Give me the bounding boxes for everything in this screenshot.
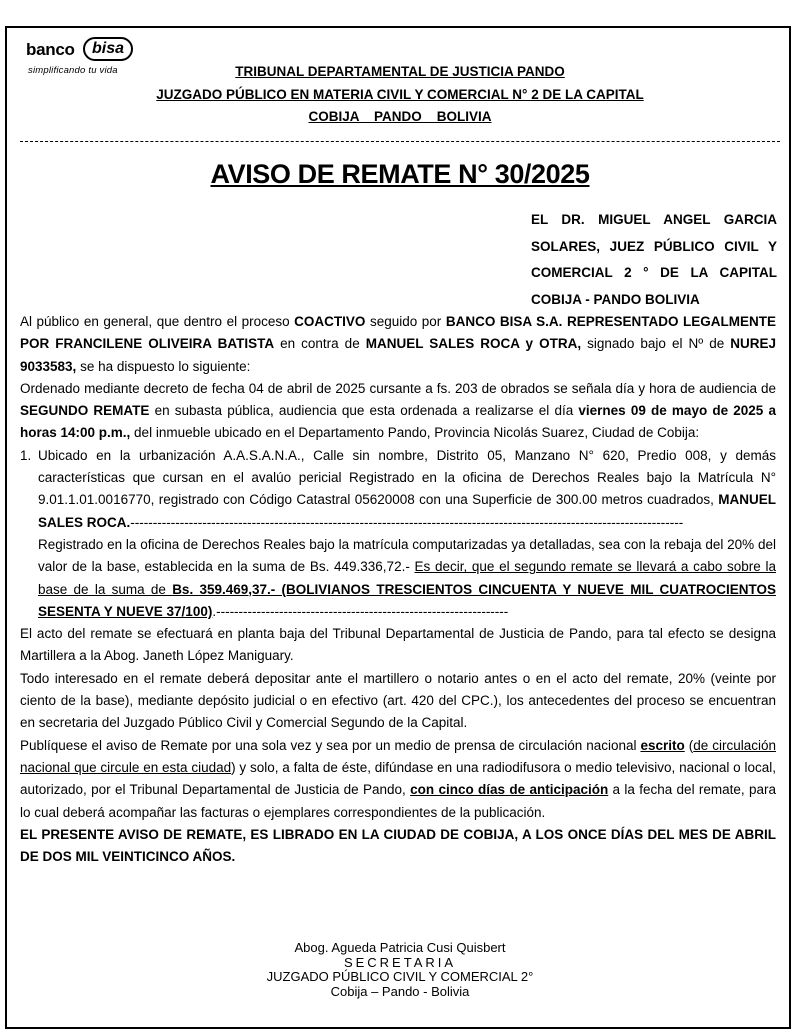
paragraph-deposit: Todo interesado en el remate deberá depositar ante el martillero o notario antes o en el acto del remate, 20% (veinte por ciento de la base), mediante depósito judicial o en efectivo (art. 420 del CPC.), los antecedentes del proceso se encuentran en secretaria del Juzgado Público Civil y Comercial Segundo de la Capital. bbox=[20, 670, 776, 731]
judge-line: COBIJA - PANDO BOLIVIA bbox=[531, 291, 700, 307]
property-price: Registrado en la oficina de Derechos Reales bajo la matrícula computarizadas ya detalladas, sea con la rebaja del 20% del valor de la base, establecida en la suma de Bs. 449.336,72.- Es decir, que el segundo remate se llevará a cabo sobre la base de la suma de Bs. 359.469,37.- (BOLIVIANOS TRESCIENTOS CINCUENTA Y NUEVE MIL CUATROCIENTOS SESENTA Y NUEVE 37/100).----------------------------------------------------------------- bbox=[38, 536, 777, 619]
judge-line: COMERCIAL 2 ° DE LA CAPITAL bbox=[531, 265, 777, 280]
signer-place: Cobija – Pando - Bolivia bbox=[330, 983, 470, 999]
court-header-line3: COBIJA PANDO BOLIVIA bbox=[308, 109, 492, 124]
property-description: Ubicado en la urbanización A.A.S.A.N.A., Calle sin nombre, Distrito 05, Manzano N° 620, Predio 008, y demás características que cursan en el avalúo pericial Registrado en la oficina de Derechos Reales bajo la Matrícula N° 9.01.1.01.0016770, registrado con Código Catastral 05620008 con una Superficie de 300.00 metros cuadrados, MANUEL SALES ROCA.--------------------------------------------------------------------------------------------------------------------------- bbox=[38, 447, 776, 530]
signer-court: JUZGADO PÚBLICO CIVIL Y COMERCIAL 2° bbox=[266, 969, 534, 984]
property-item bbox=[20, 445, 776, 623]
notice-title: AVISO DE REMATE N° 30/2025 bbox=[210, 159, 590, 189]
header-divider bbox=[20, 141, 780, 142]
paragraph-intro: Al público en general, que dentro el proceso COACTIVO seguido por BANCO BISA S.A. REPRESENTADO LEGALMENTE POR FRANCILENE OLIVEIRA BATISTA en contra de MANUEL SALES ROCA y OTRA, signado bajo el Nº de NUREJ 9033583, se ha dispuesto lo siguiente: bbox=[20, 314, 776, 374]
court-header-line2: JUZGADO PÚBLICO EN MATERIA CIVIL Y COMERCIAL N° 2 DE LA CAPITAL bbox=[156, 87, 644, 102]
notice-body bbox=[20, 311, 776, 868]
court-header-line1: TRIBUNAL DEPARTAMENTAL DE JUSTICIA PANDO bbox=[235, 64, 565, 79]
judge-block bbox=[531, 207, 777, 313]
judge-line: SOLARES, JUEZ PÚBLICO CIVIL Y bbox=[531, 238, 777, 254]
judge-line: EL DR. MIGUEL ANGEL GARCIA bbox=[531, 212, 777, 227]
logo-badge: bisa bbox=[83, 37, 133, 61]
paragraph-closing: EL PRESENTE AVISO DE REMATE, ES LIBRADO EN LA CIUDAD DE COBIJA, A LOS ONCE DÍAS DEL MES DE ABRIL DE DOS MIL VEINTICINCO AÑOS. bbox=[20, 826, 776, 865]
item-number: 1. bbox=[20, 447, 32, 463]
signature-block bbox=[0, 941, 800, 999]
signer-role: SECRETARIA bbox=[343, 954, 457, 970]
paragraph-auction-date: Ordenado mediante decreto de fecha 04 de abril de 2025 cursante a fs. 203 de obrados se señala día y hora de audiencia de SEGUNDO REMATE en subasta pública, audiencia que esta ordenada a realizarse el día viernes 09 de mayo de 2025 a horas 14:00 p.m., del inmueble ubicado en el Departamento Pando, Provincia Nicolás Suarez, Ciudad de Cobija: bbox=[20, 380, 776, 441]
signer-name: Abog. Agueda Patricia Cusi Quisbert bbox=[294, 940, 506, 955]
paragraph-auctioneer: El acto del remate se efectuará en planta baja del Tribunal Departamental de Justicia de Pando, para tal efecto se designa Martillera a la Abog. Janeth López Maniguary. bbox=[20, 626, 776, 664]
logo-slogan: simplificando tu vida bbox=[28, 65, 118, 76]
logo-word: banco bbox=[26, 40, 75, 59]
paragraph-publication: Publíquese el aviso de Remate por una sola vez y sea por un medio de prensa de circulación nacional escrito (de circulación nacional que circule en esta ciudad) y solo, a falta de éste, difúndase en una radiodifusora o medio televisivo, nacional o local, autorizado, por el Tribunal Departamental de Justicia de Pando, con cinco días de anticipación a la fecha del remate, para lo cual deberá acompañar las facturas o ejemplares correspondientes de la publicación. bbox=[20, 737, 777, 820]
